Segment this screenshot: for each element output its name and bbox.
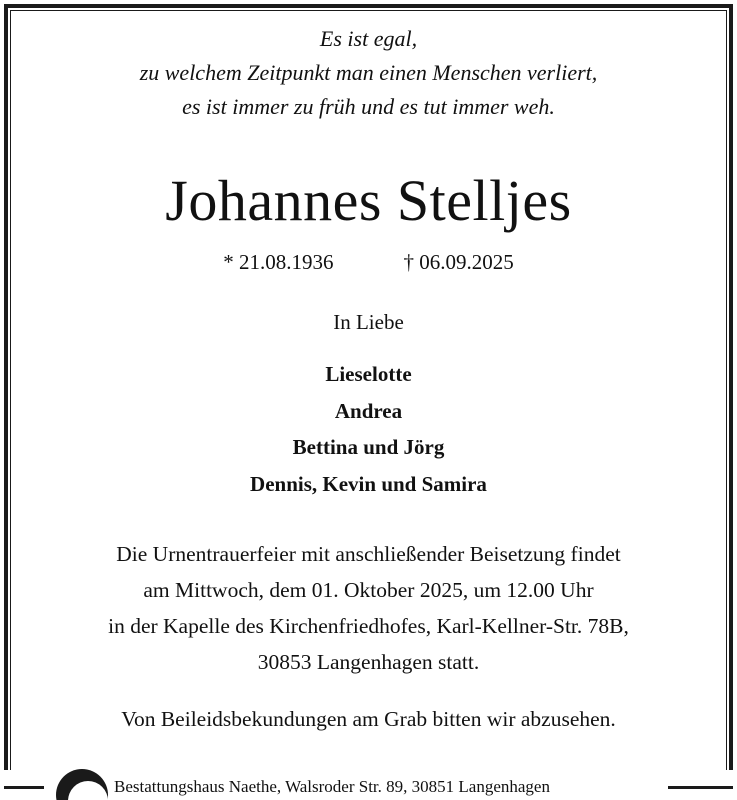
arch-logo-icon — [56, 769, 108, 800]
ceremony-line: Die Urnentrauerfeier mit anschließender Beisetzung findet — [116, 542, 621, 566]
funeral-home-info: Bestattungshaus Naethe, Walsroder Str. 89, 30851 Langenhagen — [114, 777, 550, 796]
poem-line: Es ist egal, — [319, 26, 418, 51]
mourner-name: Andrea — [334, 398, 403, 423]
birth-date: * 21.08.1936 — [223, 250, 334, 274]
death-date: † 06.09.2025 — [403, 250, 514, 274]
ceremony-details — [0, 536, 737, 680]
mourner-name: Lieselotte — [325, 362, 412, 386]
poem — [0, 22, 737, 124]
mourner-name: Dennis, Kevin und Samira — [250, 471, 487, 496]
mourners-intro: In Liebe — [333, 310, 404, 334]
ceremony-line: in der Kapelle des Kirchenfriedhofes, Karl-Kellner-Str. 78B, — [108, 614, 629, 638]
poem-line: zu welchem Zeitpunkt man einen Menschen verliert, — [139, 60, 598, 85]
mourners-list — [0, 356, 737, 502]
footer-rule-right — [668, 786, 733, 789]
footer-rule-left — [4, 786, 44, 789]
ceremony-line: 30853 Langenhagen statt. — [257, 650, 480, 674]
condolence-request: Von Beileidsbekundungen am Grab bitten wir abzusehen. — [121, 707, 616, 731]
ceremony-line: am Mittwoch, dem 01. Oktober 2025, um 12.00 Uhr — [143, 578, 594, 602]
deceased-name: Johannes Stelljes — [165, 168, 572, 233]
poem-line: es ist immer zu früh und es tut immer weh. — [182, 94, 555, 119]
mourner-name: Bettina und Jörg — [292, 435, 445, 459]
life-dates — [0, 248, 737, 276]
